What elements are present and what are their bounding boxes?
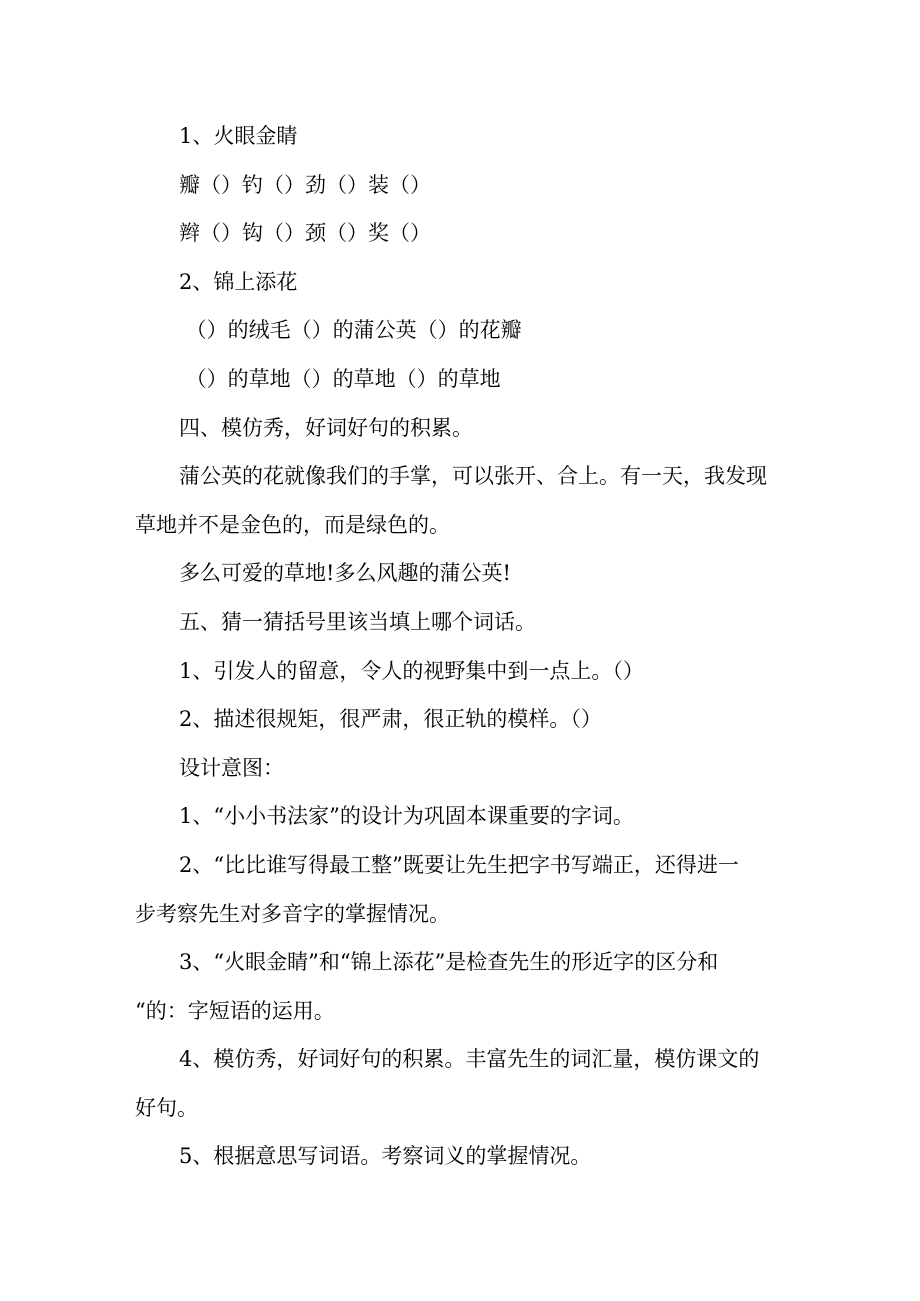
paragraph-line: 1、“小小书法家”的设计为巩固本课重要的字词。 (179, 804, 634, 829)
exercise-line: 辫（）钩（）颈（）奖（） (179, 221, 431, 246)
section-heading: 五、猜一猜括号里该当填上哪个词话。 (179, 609, 536, 634)
paragraph-line: 草地并不是金色的，而是绿色的。 (135, 512, 450, 537)
exercise-line: 2、描述很规矩，很严肃，很正轨的模样。（） (179, 707, 602, 732)
paragraph-line: 多么可爱的草地!多么风趣的蒲公英! (179, 561, 511, 586)
section-heading: 设计意图： (179, 755, 284, 780)
paragraph-line: 5、根据意思写词语。考察词义的掌握情况。 (179, 1144, 592, 1169)
paragraph-line: 2、“比比谁写得最工整”既要让先生把字书写端正，还得进一 (179, 852, 739, 877)
exercise-line: 1、引发人的留意，令人的视野集中到一点上。（） (179, 658, 644, 683)
paragraph-line: “的：字短语的运用。 (135, 998, 335, 1023)
paragraph-line: 4、模仿秀，好词好句的积累。丰富先生的词汇量，模仿课文的 (179, 1047, 760, 1072)
section-heading: 2、锦上添花 (179, 269, 298, 294)
document-body (135, 112, 790, 1181)
paragraph-line: 3、“火眼金睛”和“锦上添花”是检查先生的形近字的区分和 (179, 950, 719, 975)
paragraph-line: 蒲公英的花就像我们的手掌，可以张开、合上。有一天，我发现 (179, 464, 767, 489)
paragraph-line: 好句。 (135, 1095, 198, 1120)
section-heading: 1、火眼金睛 (179, 124, 298, 148)
paragraph-line: 步考察先生对多音字的掌握情况。 (135, 901, 450, 926)
exercise-line: （）的草地（）的草地（）的草地 (179, 366, 501, 391)
exercise-line: （）的绒毛（）的蒲公英（）的花瓣 (179, 318, 522, 343)
section-heading: 四、模仿秀，好词好句的积累。 (179, 415, 473, 440)
exercise-line: 瓣（）钓（）劲（）装（） (179, 172, 431, 197)
